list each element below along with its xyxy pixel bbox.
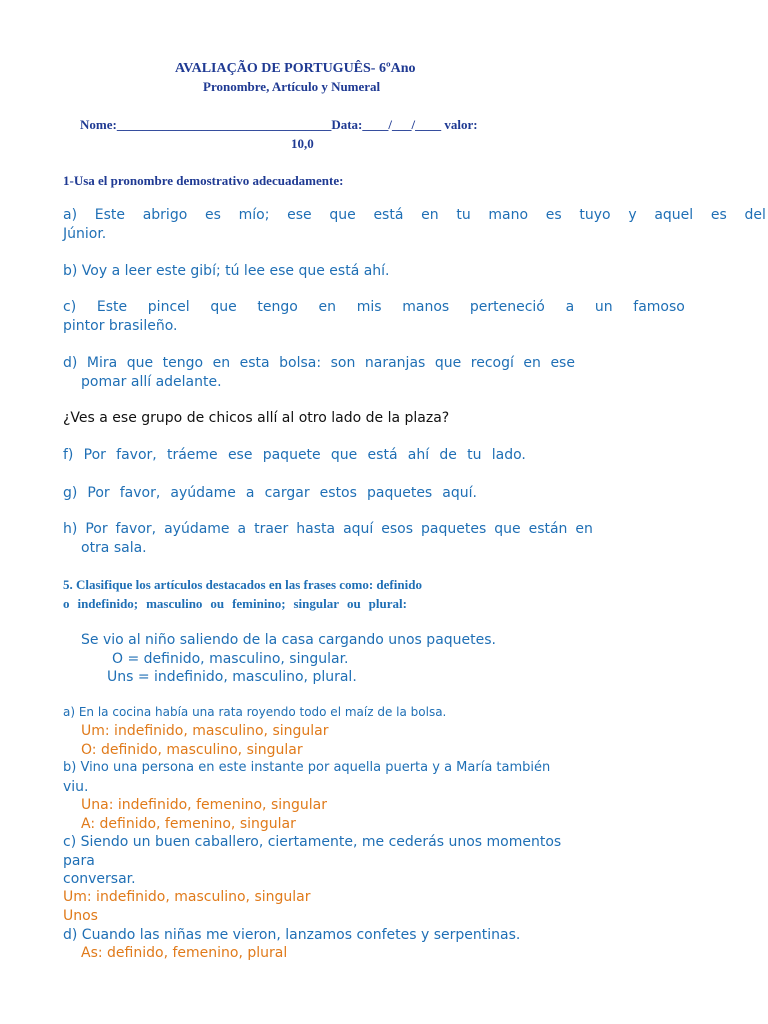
item-1c-word: mis	[356, 299, 382, 315]
section5-heading-word: feminino;	[232, 596, 286, 611]
item-5c-question: c) Siendo un buen caballero, ciertamente, me cederás unos momentos	[63, 834, 562, 850]
item-1g-word: a	[245, 485, 255, 501]
item-1a-line1	[63, 207, 766, 223]
item-5b-question-line2: viu.	[63, 779, 89, 795]
item-5c-question-line3: conversar.	[63, 871, 136, 887]
item-1d-word: naranjas	[364, 355, 426, 371]
item-1a-word: mano	[488, 207, 529, 223]
item-1g-word: cargar	[264, 485, 310, 501]
item-1g-word: aquí.	[442, 485, 477, 501]
item-1g-word: paquetes	[366, 485, 433, 501]
section1-heading: 1-Usa el pronombre demostrativo adecuadamente:	[63, 173, 344, 188]
item-1c-word: c)	[63, 299, 77, 315]
item-1d-word: ese	[550, 355, 575, 371]
item-1f-word: que	[330, 447, 358, 463]
item-1a-word: tuyo	[579, 207, 611, 223]
item-1d-line1	[63, 355, 575, 371]
section5-heading-word: ou	[346, 596, 361, 611]
item-1d-word: esta	[239, 355, 270, 371]
item-1f	[63, 447, 526, 463]
item-1d-word: que	[434, 355, 462, 371]
item-1h-word: favor,	[115, 521, 157, 537]
example-sentence: Se vio al niño saliendo de la casa cargando unos paquetes.	[81, 632, 496, 648]
item-1f-word: lado.	[491, 447, 526, 463]
valor-value: 10,0	[291, 136, 314, 151]
item-1a-word: es	[545, 207, 562, 223]
item-1d-word: que	[126, 355, 154, 371]
item-5b-answer-2: A: definido, femenino, singular	[81, 816, 296, 832]
item-1c-line2: pintor brasileño.	[63, 318, 178, 334]
item-1d-word: recogí	[470, 355, 514, 371]
item-1g-word: g)	[63, 485, 78, 501]
item-5a-answer-1: Um: indefinido, masculino, singular	[81, 723, 329, 739]
item-1e: ¿Ves a ese grupo de chicos allí al otro lado de la plaza?	[63, 410, 450, 426]
item-1h-line2: otra sala.	[81, 540, 147, 556]
item-1b: b) Voy a leer este gibí; tú lee ese que está ahí.	[63, 263, 390, 279]
item-5c-answer-1: Um: indefinido, masculino, singular	[63, 889, 311, 905]
section5-heading-line1: 5. Clasifique los artículos destacados en las frases como: definido	[63, 577, 422, 592]
item-5b-answer-1: Una: indefinido, femenino, singular	[81, 797, 327, 813]
item-1a-line2: Júnior.	[63, 226, 107, 242]
item-1d-word: bolsa:	[279, 355, 322, 371]
section5-heading-word: plural:	[368, 596, 407, 611]
item-1h-line1	[63, 521, 593, 537]
item-1h-word: h)	[63, 521, 78, 537]
item-1a-word: a)	[63, 207, 78, 223]
item-1h-word: que	[494, 521, 521, 537]
item-1f-word: paquete	[262, 447, 321, 463]
example-answer-2: Uns = indefinido, masculino, plural.	[107, 669, 357, 685]
item-1a-word: mío;	[238, 207, 270, 223]
document-subtitle: Pronombre, Artículo y Numeral	[203, 79, 381, 94]
item-1a-word: es	[204, 207, 221, 223]
item-1c-word: Este	[96, 299, 128, 315]
item-1a-word: ese	[287, 207, 312, 223]
item-1c-word: tengo	[257, 299, 298, 315]
section5-heading-word: masculino	[146, 596, 203, 611]
section5-heading-line2	[63, 596, 407, 612]
item-5b-question: b) Vino una persona en este instante por aquella puerta y a María también	[63, 760, 551, 775]
item-5d-question: d) Cuando las niñas me vieron, lanzamos confetes y serpentinas.	[63, 927, 521, 943]
item-1f-word: tu	[467, 447, 482, 463]
item-1d-word: en	[523, 355, 541, 371]
item-1f-word: f)	[63, 447, 74, 463]
item-1h-word: paquetes	[421, 521, 487, 537]
item-5c-answer-2: Unos	[63, 908, 98, 924]
item-1c-line1	[63, 299, 685, 315]
item-1g-word: estos	[319, 485, 357, 501]
item-1f-word: ese	[227, 447, 253, 463]
item-1h-word: esos	[381, 521, 414, 537]
item-1d-word: tengo	[162, 355, 204, 371]
item-1c-word: perteneció	[469, 299, 545, 315]
item-5c-question-line2: para	[63, 853, 95, 869]
section5-heading-word: ou	[210, 596, 225, 611]
item-1c-word: famoso	[633, 299, 685, 315]
section5-heading-word: o	[63, 596, 70, 611]
name-date-line: Nome:_________________________________Data:____/___/____ valor:	[80, 117, 478, 132]
item-1c-word: pincel	[147, 299, 190, 315]
item-1d-line2: pomar allí adelante.	[81, 374, 222, 390]
item-1d-word: d)	[63, 355, 78, 371]
item-1f-word: Por	[83, 447, 106, 463]
section5-heading-word: indefinido;	[77, 596, 139, 611]
item-1f-word: ahí	[407, 447, 430, 463]
item-1f-word: de	[439, 447, 457, 463]
item-1d-word: son	[330, 355, 356, 371]
item-1g	[63, 485, 477, 501]
item-1h-word: hasta	[296, 521, 336, 537]
item-1c-word: manos	[402, 299, 450, 315]
document-title: AVALIAÇÃO DE PORTUGUÊS- 6ºAno	[175, 61, 416, 76]
item-5a-question: a) En la cocina había una rata royendo todo el maíz de la bolsa.	[63, 705, 447, 719]
item-1a-word: es	[710, 207, 727, 223]
item-5a-answer-2: O: definido, masculino, singular	[81, 742, 303, 758]
item-1d-word: en	[212, 355, 231, 371]
item-1g-word: ayúdame	[170, 485, 236, 501]
item-1f-word: está	[367, 447, 398, 463]
item-1c-word: un	[594, 299, 613, 315]
item-1h-word: Por	[85, 521, 108, 537]
item-1h-word: a	[237, 521, 247, 537]
item-1a-word: y	[628, 207, 637, 223]
item-5d-answer-1: As: definido, femenino, plural	[81, 945, 288, 961]
item-1a-word: tu	[456, 207, 471, 223]
item-1c-word: a	[565, 299, 575, 315]
item-1c-word: en	[318, 299, 337, 315]
item-1f-word: favor,	[116, 447, 157, 463]
item-1a-word: aquel	[654, 207, 694, 223]
item-1h-word: traer	[254, 521, 289, 537]
item-1c-word: que	[210, 299, 237, 315]
item-1a-word: Este	[94, 207, 125, 223]
item-1a-word: que	[329, 207, 356, 223]
example-answer-1: O = definido, masculino, singular.	[112, 651, 349, 667]
section5-heading-word: singular	[293, 596, 339, 611]
item-1h-word: aquí	[343, 521, 374, 537]
item-1g-word: Por	[87, 485, 110, 501]
item-1h-word: están	[528, 521, 568, 537]
item-1a-word: está	[373, 207, 404, 223]
item-1d-word: Mira	[86, 355, 118, 371]
item-1h-word: en	[575, 521, 593, 537]
item-1a-word: del	[744, 207, 766, 223]
item-1h-word: ayúdame	[164, 521, 230, 537]
item-1a-word: en	[421, 207, 439, 223]
item-1g-word: favor,	[119, 485, 161, 501]
item-1f-word: tráeme	[166, 447, 218, 463]
item-1a-word: abrigo	[142, 207, 188, 223]
